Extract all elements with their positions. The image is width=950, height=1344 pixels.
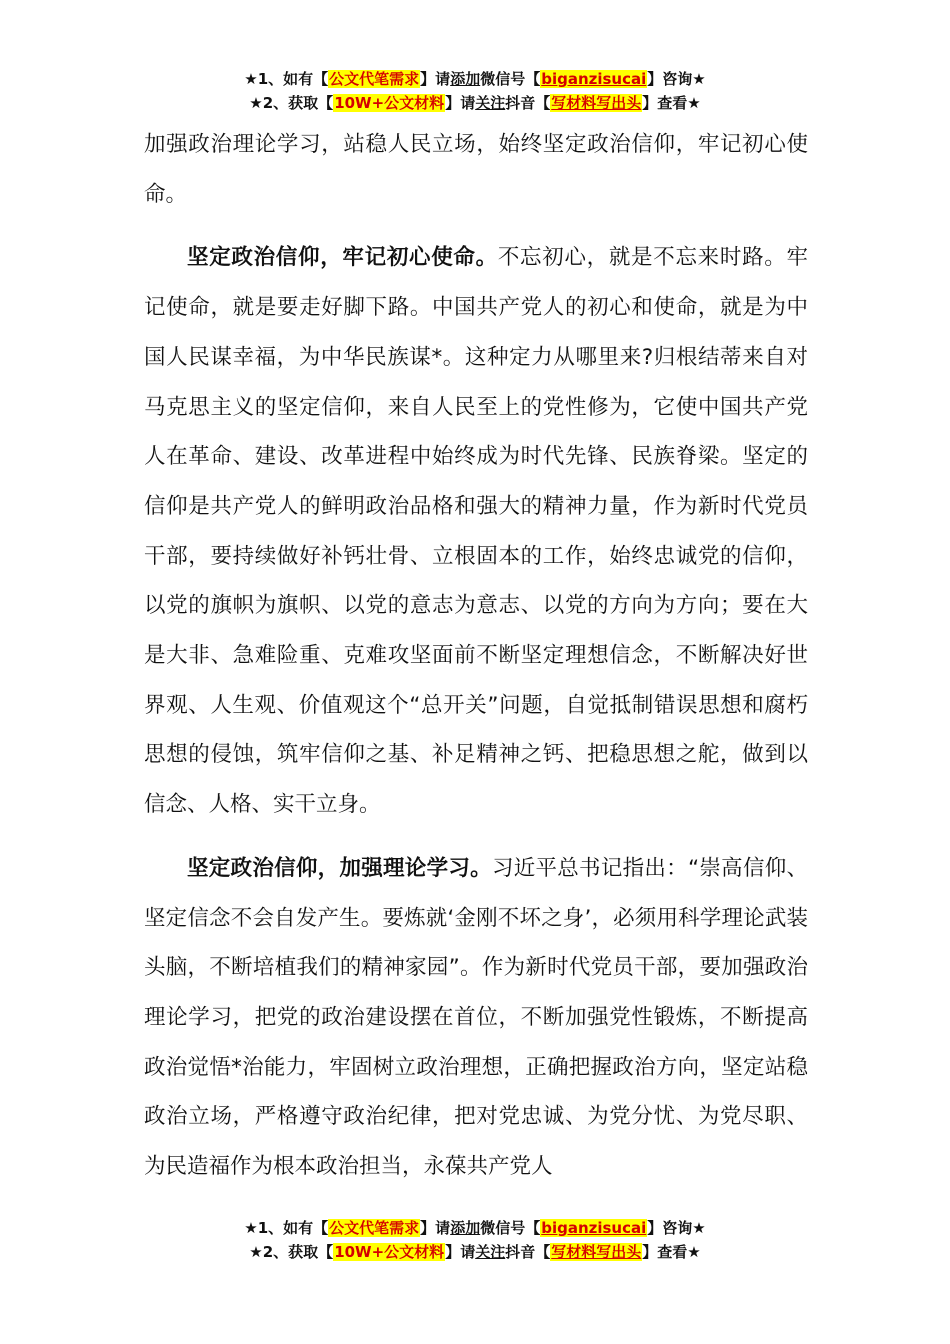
wechat-id-link[interactable]: biganzisucai	[541, 1219, 647, 1237]
douyin-account-link[interactable]: 写材料写出头	[551, 1243, 642, 1261]
materials-highlight: 10W+公文材料	[334, 1243, 445, 1261]
footer-banner	[0, 1216, 950, 1264]
paragraph-text: 不忘初心，就是不忘来时路。牢记使命，就是要走好脚下路。中国共产党人的初心和使命，就是为中国人民谋幸福，为中华民族谋*。这种定力从哪里来?归根结蒂来自对马克思主义的坚定信仰，来自人民至上的党性修为，它使中国共产党人在革命、建设、改革进程中始终成为时代先锋、民族脊梁。坚定的信仰是共产党人的鲜明政治品格和强大的精神力量，作为新时代党员干部，要持续做好补钙壮骨、立根固本的工作，始终忠诚党的信仰，以党的旗帜为旗帜、以党的意志为意志、以党的方向为方向；要在大是大非、急难险重、克难攻坚面前不断坚定理想信念，不断解决好世界观、人生观、价值观这个“总开关”问题，自觉抵制错误思想和腐朽思想的侵蚀，筑牢信仰之基、补足精神之钙、把稳思想之舵，做到以信念、人格、实干立身。	[144, 245, 808, 818]
banner-line-1: ★1、如有【公文代笔需求】请添加微信号【biganzisucai】咨询★	[244, 1219, 706, 1237]
banner-line-1: ★1、如有【公文代笔需求】请添加微信号【biganzisucai】咨询★	[244, 70, 706, 88]
paragraph-faith	[144, 233, 808, 829]
paragraph-text: 习近平总书记指出：“崇高信仰、坚定信念不会自发产生。要炼就‘金刚不坏之身’，必须用科学理论武装头脑，不断培植我们的精神家园”。作为新时代党员干部，要加强政治理论学习，把党的政治建设摆在首位，不断加强党性锻炼，不断提高政治觉悟*治能力，牢固树立政治理想，正确把握政治方向，坚定站稳政治立场，严格遵守政治纪律，把对党忠诚、为党分忧、为党尽职、为民造福作为根本政治担当，永葆共产党人	[144, 855, 808, 1180]
paragraph-heading: 坚定政治信仰，加强理论学习。	[187, 855, 492, 881]
ghostwriting-highlight: 公文代笔需求	[329, 70, 420, 88]
paragraph-heading: 坚定政治信仰，牢记初心使命。	[187, 245, 498, 271]
banner-line-2: ★2、获取【10W+公文材料】请关注抖音【写材料写出头】查看★	[249, 1243, 701, 1261]
ghostwriting-highlight: 公文代笔需求	[329, 1219, 420, 1237]
document-body	[144, 120, 808, 1192]
materials-highlight: 10W+公文材料	[334, 94, 445, 112]
wechat-id-link[interactable]: biganzisucai	[541, 70, 647, 88]
douyin-account-link[interactable]: 写材料写出头	[551, 94, 642, 112]
banner-line-2: ★2、获取【10W+公文材料】请关注抖音【写材料写出头】查看★	[249, 94, 701, 112]
header-banner	[0, 67, 950, 115]
paragraph-theory	[144, 844, 808, 1192]
paragraph-intro: 加强政治理论学习，站稳人民立场，始终坚定政治信仰，牢记初心使命。	[144, 132, 808, 207]
